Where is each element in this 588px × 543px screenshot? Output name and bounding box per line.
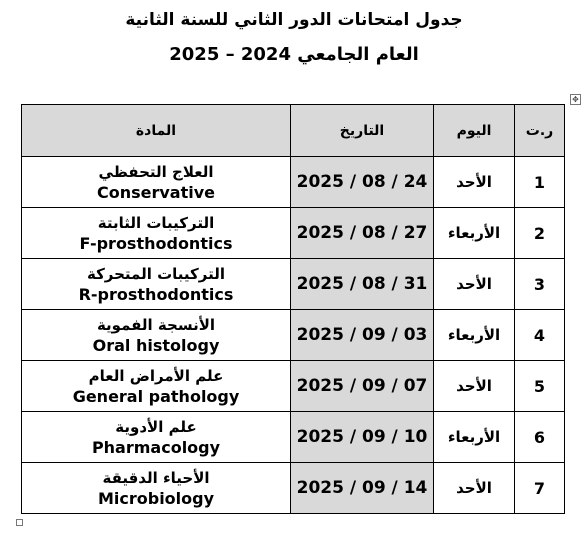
header-subject: المادة xyxy=(22,105,291,157)
table-row xyxy=(22,259,565,310)
header-number: ر.ت xyxy=(515,105,565,157)
row-day: الأحد xyxy=(434,259,515,310)
subject-english: F-prosthodontics xyxy=(79,233,233,253)
row-day: الأحد xyxy=(434,463,515,514)
row-day: الأحد xyxy=(434,361,515,412)
subject-english: Oral histology xyxy=(92,335,220,355)
header-date: التاريخ xyxy=(291,105,434,157)
subject-english: Conservative xyxy=(96,182,216,202)
exam-schedule-table xyxy=(21,104,565,514)
row-subject xyxy=(22,361,291,412)
subject-english: Microbiology xyxy=(97,488,215,508)
row-number: 1 xyxy=(515,157,565,208)
row-day: الأحد xyxy=(434,157,515,208)
header-day: اليوم xyxy=(434,105,515,157)
row-date: 2025 / 08 / 24 xyxy=(291,157,434,208)
row-subject xyxy=(22,463,291,514)
row-date: 2025 / 09 / 07 xyxy=(291,361,434,412)
row-date: 2025 / 08 / 27 xyxy=(291,208,434,259)
row-day: الأربعاء xyxy=(434,208,515,259)
subject-arabic: التركيبات المتحركة xyxy=(86,264,226,283)
academic-year-value: 2025 – 2024 xyxy=(169,44,291,65)
row-date: 2025 / 09 / 14 xyxy=(291,463,434,514)
subject-english: Pharmacology xyxy=(91,437,221,457)
table-row xyxy=(22,361,565,412)
paragraph-end-marker xyxy=(16,519,23,526)
row-number: 2 xyxy=(515,208,565,259)
row-subject xyxy=(22,157,291,208)
row-date: 2025 / 09 / 03 xyxy=(291,310,434,361)
row-number: 3 xyxy=(515,259,565,310)
row-day: الأربعاء xyxy=(434,412,515,463)
subject-arabic: العلاج التحفظي xyxy=(98,162,214,181)
row-date: 2025 / 09 / 10 xyxy=(291,412,434,463)
table-row xyxy=(22,310,565,361)
subject-english: R-prosthodontics xyxy=(78,284,234,304)
subject-arabic: الأحياء الدقيقة xyxy=(102,468,210,487)
table-row xyxy=(22,412,565,463)
table-header-row xyxy=(22,105,565,157)
row-number: 6 xyxy=(515,412,565,463)
subject-arabic: الأنسجة الفموية xyxy=(96,315,216,334)
table-row xyxy=(22,208,565,259)
table-row xyxy=(22,157,565,208)
row-number: 7 xyxy=(515,463,565,514)
academic-year-label: العام الجامعي xyxy=(297,44,419,65)
subject-english: General pathology xyxy=(72,386,240,406)
academic-year-title xyxy=(0,44,588,65)
row-subject xyxy=(22,310,291,361)
table-move-handle-icon[interactable]: ✥ xyxy=(570,94,581,105)
row-subject xyxy=(22,259,291,310)
row-number: 4 xyxy=(515,310,565,361)
subject-arabic: علم الأمراض العام xyxy=(88,366,224,385)
table-row xyxy=(22,463,565,514)
row-date: 2025 / 08 / 31 xyxy=(291,259,434,310)
row-subject xyxy=(22,412,291,463)
row-number: 5 xyxy=(515,361,565,412)
row-day: الأربعاء xyxy=(434,310,515,361)
row-subject xyxy=(22,208,291,259)
subject-arabic: علم الأدوية xyxy=(115,417,197,436)
subject-arabic: التركيبات الثابتة xyxy=(97,213,215,232)
schedule-title: جدول امتحانات الدور الثاني للسنة الثانية xyxy=(125,10,463,30)
